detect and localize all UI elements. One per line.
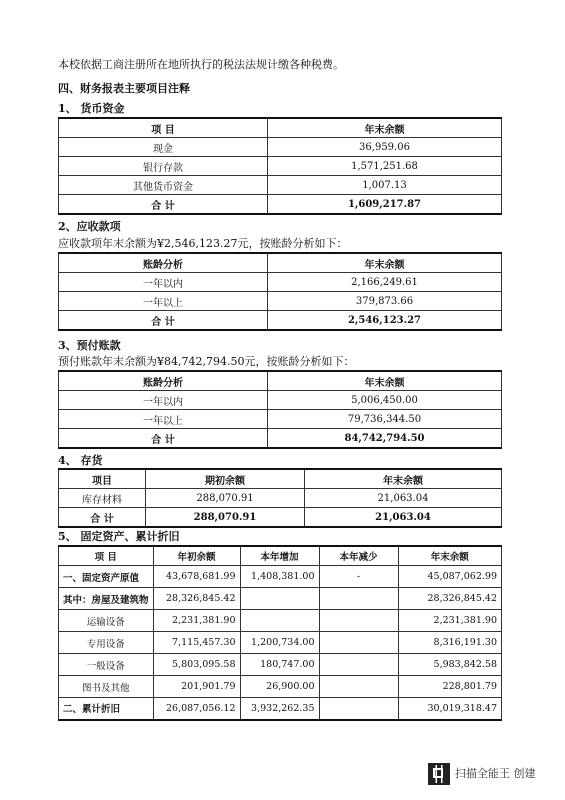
table-row — [59, 632, 502, 654]
cell: 79,736,344.50 — [268, 410, 502, 429]
cell: 1,609,217.87 — [268, 195, 502, 215]
cell: 1,408,381.00 — [240, 566, 319, 588]
s3-header-balance: 年末余额 — [268, 371, 502, 391]
cell: 28,326,845.42 — [398, 588, 501, 610]
s4-header-opening: 期初余额 — [146, 469, 305, 489]
cell: 二、累计折旧 — [59, 698, 154, 720]
cell — [240, 588, 319, 610]
cell: 合 计 — [59, 311, 268, 331]
cell: 运输设备 — [59, 610, 154, 632]
table-row — [59, 410, 502, 429]
receivables-table — [58, 252, 502, 331]
s5-header-item: 项 目 — [59, 546, 154, 566]
table-row — [59, 676, 502, 698]
table-row — [59, 610, 502, 632]
cell: 一年以上 — [59, 292, 268, 311]
s5-title: 5、 固定资产、累计折旧 — [58, 530, 180, 543]
cell — [319, 632, 398, 654]
cell: 21,063.04 — [305, 489, 502, 508]
cell: 银行存款 — [59, 157, 268, 176]
cell: 8,316,191.30 — [398, 632, 501, 654]
fixed-assets-table — [58, 545, 502, 721]
cell: 30,019,318.47 — [398, 698, 501, 720]
s5-header-increase: 本年增加 — [240, 546, 319, 566]
cell: 5,983,842.58 — [398, 654, 501, 676]
cell: 其他货币资金 — [59, 176, 268, 195]
cell: 288,070.91 — [146, 508, 305, 528]
table-row — [59, 157, 502, 176]
s2-title: 2、应收款项 — [58, 220, 121, 233]
cell: 1,007.13 — [268, 176, 502, 195]
cell: 1,200,734.00 — [240, 632, 319, 654]
cell: 2,231,381.90 — [398, 610, 501, 632]
cell: 2,166,249.61 — [268, 273, 502, 292]
table-row — [59, 566, 502, 588]
cell: 2,546,123.27 — [268, 311, 502, 331]
qr-code-icon — [428, 763, 450, 785]
table-row — [59, 138, 502, 157]
cell: 84,742,794.50 — [268, 429, 502, 449]
total-row — [59, 508, 502, 528]
cell — [319, 610, 398, 632]
cell: 一般设备 — [59, 654, 154, 676]
s3-note: 预付账款年末余额为¥84,742,794.50元，按账龄分析如下： — [58, 355, 355, 368]
table-row — [59, 654, 502, 676]
table-row — [59, 489, 502, 508]
cell: 5,803,095.58 — [153, 654, 240, 676]
s5-header-closing: 年末余额 — [398, 546, 501, 566]
section-title: 四、财务报表主要项目注释 — [58, 82, 190, 95]
total-row — [59, 429, 502, 449]
table-row — [59, 176, 502, 195]
cell: 228,801.79 — [398, 676, 501, 698]
cell: 一年以内 — [59, 391, 268, 410]
cell: 7,115,457.30 — [153, 632, 240, 654]
cell: 5,006,450.00 — [268, 391, 502, 410]
s1-title: 1、 货币资金 — [58, 102, 125, 115]
cell: 合 计 — [59, 429, 268, 449]
table-row — [59, 292, 502, 311]
table-row — [59, 588, 502, 610]
cell: 1,571,251.68 — [268, 157, 502, 176]
s5-header-decrease: 本年减少 — [319, 546, 398, 566]
cell: 3,932,262.35 — [240, 698, 319, 720]
cell: 图书及其他 — [59, 676, 154, 698]
s1-header-balance: 年末余额 — [268, 118, 502, 138]
cell: 379,873.66 — [268, 292, 502, 311]
total-row — [59, 311, 502, 331]
cell: 合 计 — [59, 508, 146, 528]
cell — [319, 698, 398, 720]
cell: - — [319, 566, 398, 588]
cell: 一年以上 — [59, 410, 268, 429]
cell: 一年以内 — [59, 273, 268, 292]
cell: 26,087,056.12 — [153, 698, 240, 720]
s1-header-item: 项 目 — [59, 118, 268, 138]
cell — [319, 654, 398, 676]
s5-header-opening: 年初余额 — [153, 546, 240, 566]
table-row — [59, 391, 502, 410]
cell: 库存材料 — [59, 489, 146, 508]
cell — [319, 588, 398, 610]
s4-header-item: 项目 — [59, 469, 146, 489]
cell — [240, 610, 319, 632]
cell: 45,087,062.99 — [398, 566, 501, 588]
cell: 43,678,681.99 — [153, 566, 240, 588]
cell: 其中：房屋及建筑物 — [59, 588, 154, 610]
cell: 288,070.91 — [146, 489, 305, 508]
s3-header-aging: 账龄分析 — [59, 371, 268, 391]
cell — [319, 676, 398, 698]
cell: 专用设备 — [59, 632, 154, 654]
intro-line: 本校依据工商注册所在地所执行的税法法规计缴各种税费。 — [58, 58, 344, 71]
scanner-watermark: 扫描全能王 创建 — [455, 767, 536, 780]
s2-header-balance: 年末余额 — [268, 253, 502, 273]
cell: 现金 — [59, 138, 268, 157]
cell: 21,063.04 — [305, 508, 502, 528]
cash-table — [58, 117, 502, 215]
cell: 合 计 — [59, 195, 268, 215]
cell: 一、固定资产原值 — [59, 566, 154, 588]
cell: 180,747.00 — [240, 654, 319, 676]
cell: 26,900.00 — [240, 676, 319, 698]
cell: 28,326,845.42 — [153, 588, 240, 610]
table-row — [59, 698, 502, 720]
inventory-table — [58, 468, 502, 528]
cell: 201,901.79 — [153, 676, 240, 698]
s4-title: 4、 存货 — [58, 454, 103, 467]
cell: 36,959.06 — [268, 138, 502, 157]
s2-header-aging: 账龄分析 — [59, 253, 268, 273]
s4-header-closing: 年末余额 — [305, 469, 502, 489]
cell: 2,231,381.90 — [153, 610, 240, 632]
table-row — [59, 273, 502, 292]
total-row — [59, 195, 502, 215]
prepayments-table — [58, 370, 502, 449]
s3-title: 3、预付账款 — [58, 339, 121, 352]
s2-note: 应收款项年末余额为¥2,546,123.27元，按账龄分析如下： — [58, 237, 348, 250]
